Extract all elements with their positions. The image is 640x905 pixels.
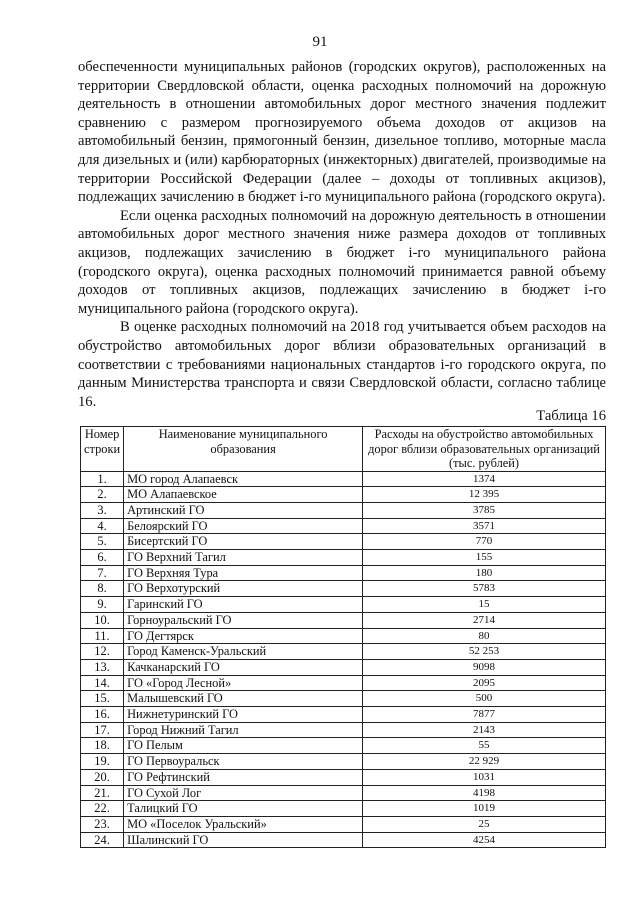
expenses-value-cell: 25	[363, 816, 606, 832]
row-number-cell: 11.	[81, 628, 124, 644]
table-header-row	[81, 427, 606, 472]
row-number-cell: 8.	[81, 581, 124, 597]
municipality-name-cell: Город Каменск-Уральский	[124, 644, 363, 660]
body-text	[78, 58, 606, 411]
expenses-value-cell: 4198	[363, 785, 606, 801]
row-number-cell: 12.	[81, 644, 124, 660]
expenses-value-cell: 7877	[363, 707, 606, 723]
row-number-cell: 18.	[81, 738, 124, 754]
column-header-municipality: Наименование муниципального образования	[124, 427, 363, 472]
table-row	[81, 691, 606, 707]
table-row	[81, 801, 606, 817]
row-number-cell: 20.	[81, 769, 124, 785]
row-number-cell: 14.	[81, 675, 124, 691]
row-number-cell: 5.	[81, 534, 124, 550]
row-number-cell: 2.	[81, 487, 124, 503]
municipality-name-cell: Качканарский ГО	[124, 659, 363, 675]
table-row	[81, 832, 606, 848]
municipality-name-cell: ГО Первоуральск	[124, 754, 363, 770]
row-number-cell: 19.	[81, 754, 124, 770]
expenses-value-cell: 52 253	[363, 644, 606, 660]
municipality-name-cell: ГО Верхняя Тура	[124, 565, 363, 581]
municipality-name-cell: ГО Верхний Тагил	[124, 550, 363, 566]
expenses-value-cell: 2714	[363, 612, 606, 628]
table-row	[81, 722, 606, 738]
expenses-value-cell: 500	[363, 691, 606, 707]
expenses-value-cell: 55	[363, 738, 606, 754]
table-row	[81, 502, 606, 518]
municipality-name-cell: Гаринский ГО	[124, 597, 363, 613]
municipality-name-cell: Шалинский ГО	[124, 832, 363, 848]
municipality-name-cell: Талицкий ГО	[124, 801, 363, 817]
expenses-value-cell: 155	[363, 550, 606, 566]
row-number-cell: 4.	[81, 518, 124, 534]
paragraph: обеспеченности муниципальных районов (городских округов), расположенных на территории Свердловской области, оценка расходных полномочий на дорожную деятельность в отношении автомобильных дорог местного значения подлежит сравнению с размером прогнозируемого объема доходов от акцизов на автомобильный бензин, прямогонный бензин, дизельное топливо, моторные масла для дизельных и (или) карбюраторных (инжекторных) двигателей, производимые на территории Российской Федерации (далее – доходы от топливных акцизов), подлежащих зачислению в бюджет i-го муниципального района (городского округа).	[78, 59, 606, 206]
municipality-name-cell: ГО Дегтярск	[124, 628, 363, 644]
municipality-name-cell: ГО Верхотурский	[124, 581, 363, 597]
table-row	[81, 785, 606, 801]
expenses-value-cell: 2095	[363, 675, 606, 691]
table-row	[81, 738, 606, 754]
table-row	[81, 565, 606, 581]
paragraph: Если оценка расходных полномочий на дорожную деятельность в отношении автомобильных дорог местного значения ниже размера доходов от топливных акцизов, подлежащих зачислению в бюджет i-го муниципального района (городского округа), оценка расходных полномочий принимается равной объему доходов от топливных акцизов, подлежащих зачислению в бюджет i-го муниципального района (городского округа).	[78, 207, 606, 317]
municipality-name-cell: ГО Сухой Лог	[124, 785, 363, 801]
expenses-value-cell: 180	[363, 565, 606, 581]
expenses-value-cell: 3571	[363, 518, 606, 534]
expenses-value-cell: 12 395	[363, 487, 606, 503]
expenses-value-cell: 15	[363, 597, 606, 613]
row-number-cell: 10.	[81, 612, 124, 628]
table-row	[81, 659, 606, 675]
table-row	[81, 597, 606, 613]
row-number-cell: 22.	[81, 801, 124, 817]
table-row	[81, 471, 606, 487]
table-row	[81, 628, 606, 644]
paragraph: В оценке расходных полномочий на 2018 год учитывается объем расходов на обустройство автомобильных дорог вблизи образовательных организаций в соответствии с требованиями национальных стандартов i-го городского округа, по данным Министерства транспорта и связи Свердловской области, согласно таблице 16.	[78, 319, 606, 410]
row-number-cell: 6.	[81, 550, 124, 566]
table-row	[81, 769, 606, 785]
table-row	[81, 707, 606, 723]
municipality-name-cell: Артинский ГО	[124, 502, 363, 518]
municipality-name-cell: МО Алапаевское	[124, 487, 363, 503]
expenses-value-cell: 1019	[363, 801, 606, 817]
table-body	[81, 471, 606, 848]
municipality-name-cell: Малышевский ГО	[124, 691, 363, 707]
row-number-cell: 1.	[81, 471, 124, 487]
municipality-name-cell: МО «Поселок Уральский»	[124, 816, 363, 832]
row-number-cell: 9.	[81, 597, 124, 613]
row-number-cell: 16.	[81, 707, 124, 723]
row-number-cell: 21.	[81, 785, 124, 801]
expenses-value-cell: 80	[363, 628, 606, 644]
row-number-cell: 13.	[81, 659, 124, 675]
expenses-value-cell: 3785	[363, 502, 606, 518]
row-number-cell: 17.	[81, 722, 124, 738]
municipality-name-cell: Белоярский ГО	[124, 518, 363, 534]
table-row	[81, 675, 606, 691]
table-caption: Таблица 16	[536, 408, 606, 424]
expenses-value-cell: 770	[363, 534, 606, 550]
municipality-name-cell: Бисертский ГО	[124, 534, 363, 550]
expenses-value-cell: 2143	[363, 722, 606, 738]
municipality-name-cell: ГО Пелым	[124, 738, 363, 754]
municipality-name-cell: Город Нижний Тагил	[124, 722, 363, 738]
table-row	[81, 754, 606, 770]
expenses-value-cell: 1374	[363, 471, 606, 487]
expenses-value-cell: 5783	[363, 581, 606, 597]
column-header-expenses: Расходы на обустройство автомобильных дорог вблизи образовательных организаций (тыс. рублей)	[363, 427, 606, 472]
expenses-value-cell: 9098	[363, 659, 606, 675]
row-number-cell: 3.	[81, 502, 124, 518]
expenses-value-cell: 1031	[363, 769, 606, 785]
page-number: 91	[312, 34, 328, 50]
table-row	[81, 581, 606, 597]
table-row	[81, 487, 606, 503]
municipality-name-cell: ГО Рефтинский	[124, 769, 363, 785]
expenses-table	[80, 426, 606, 848]
row-number-cell: 24.	[81, 832, 124, 848]
table-row	[81, 534, 606, 550]
table-row	[81, 644, 606, 660]
table-row	[81, 518, 606, 534]
expenses-value-cell: 4254	[363, 832, 606, 848]
expenses-value-cell: 22 929	[363, 754, 606, 770]
row-number-cell: 23.	[81, 816, 124, 832]
municipality-name-cell: Нижнетуринский ГО	[124, 707, 363, 723]
row-number-cell: 7.	[81, 565, 124, 581]
table-row	[81, 816, 606, 832]
municipality-name-cell: Горноуральский ГО	[124, 612, 363, 628]
municipality-name-cell: ГО «Город Лесной»	[124, 675, 363, 691]
row-number-cell: 15.	[81, 691, 124, 707]
column-header-number: Номер строки	[81, 427, 124, 472]
table-row	[81, 550, 606, 566]
table-row	[81, 612, 606, 628]
municipality-name-cell: МО город Алапаевск	[124, 471, 363, 487]
